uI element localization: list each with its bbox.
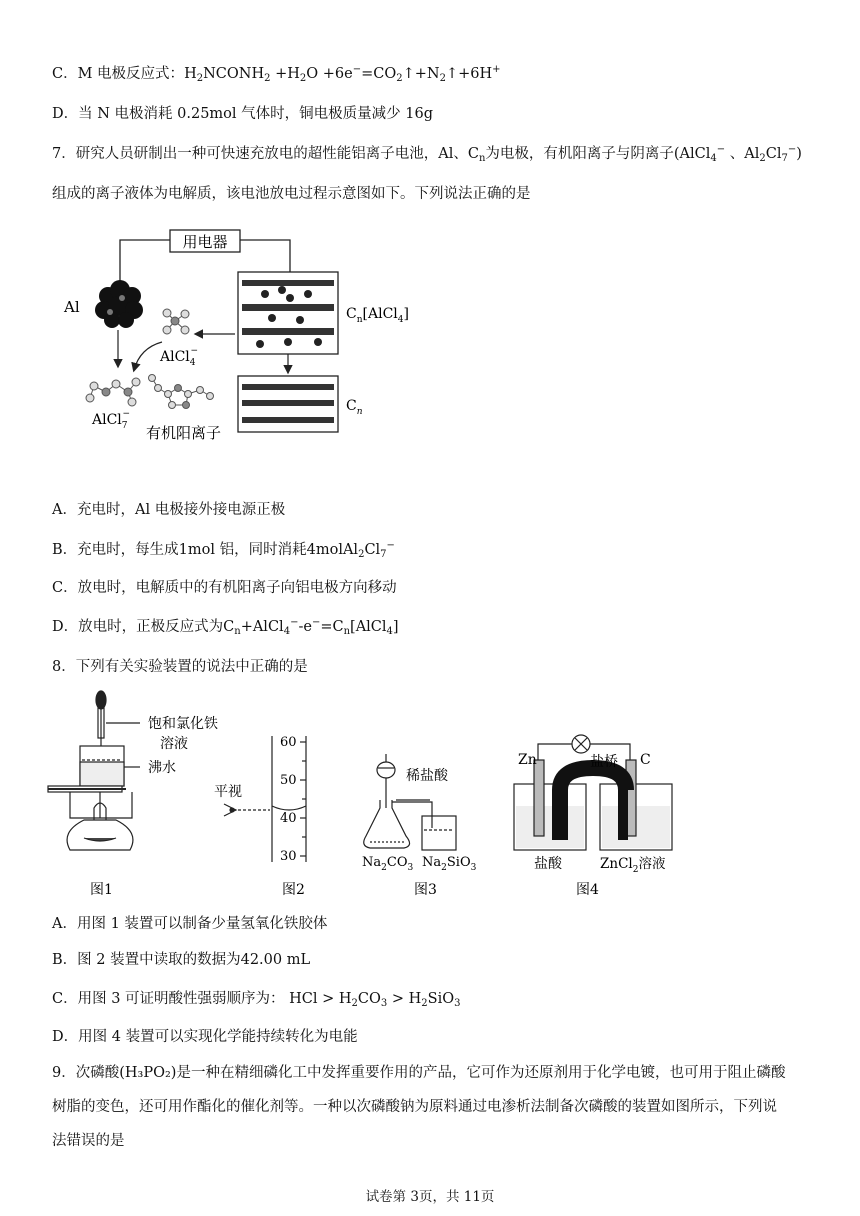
fig2-tick-30: 30 [280,849,297,864]
cn-alcl4-label: $C_n[AlCl_4]$ [346,306,409,325]
q9-stem-line3: 法错误的是 [52,1133,125,1149]
fig4-c-label: C [640,752,651,768]
fig3-na2sio3: $Na_2SiO_3$ [422,855,477,873]
fig1-apparatus [48,691,140,850]
fig2-eye-label: 平视 [214,784,242,800]
fig3-acid-label: 稀盐酸 [406,768,448,784]
fig2-tick-40: 40 [280,811,297,826]
cn-label: $C_n$ [346,398,363,417]
fig4-bridge-label: 盐桥 [590,754,618,770]
fig4-zn-label: Zn [518,752,537,768]
q8-apparatus-figures [40,688,680,900]
q8-option-c: C．用图 3 可证明酸性强弱顺序为： HCl > $H_2CO_3 > H_2SiO_3$ [52,991,461,1009]
fig4-caption: 图4 [576,882,599,898]
q7-option-d: D．放电时，正极反应式为$C_n+AlCl_4^--e^-=C_n[AlCl_4]$ [52,617,399,637]
q6-option-d: D．当 N 电极消耗 0.25mol 气体时，铜电极质量减少 16g [52,106,433,122]
fig1-label-solution-2: 溶液 [160,736,188,752]
q9-stem-line2: 树脂的变色，还可用作酯化的催化剂等。一种以次磷酸钠为原料通过电渗析法制备次磷酸的装置如图所示，下列说 [52,1099,777,1115]
alcl4-ion [163,309,189,334]
alcl4-label: AlCl$_4$− [160,346,199,368]
q6-option-c: C．M 电极反应式：$H_2NCONH_2 +H_2O$ $+6e^-=CO_2↑+N_2↑+6H^+$ [52,64,501,84]
q8-option-a: A．用图 1 装置可以制备少量氢氧化铁胶体 [52,916,328,932]
q7-stem-line1: 7．研究人员研制出一种可快速充放电的超性能铝离子电池，Al、$C_n$为电极，有机阳离子与阴离子(AlCl$_4$− 、$Al_2Cl_7^-$) [52,144,802,164]
fig1-caption: 图1 [90,882,113,898]
fig2-tick-50: 50 [280,773,297,788]
q7-option-a: A．充电时，Al 电极接外接电源正极 [52,502,286,518]
organic-cation [149,375,214,409]
fig4-right-label: ZnCl$_2$溶液 [600,856,666,875]
fig2-caption: 图2 [282,882,305,898]
graphite-layers [242,384,334,423]
page-footer: 试卷第 3页，共 11页 [365,1189,495,1205]
fig1-label-solution: 饱和氯化铁 [148,716,218,732]
al-electrode [95,280,143,328]
fig4-left-label: 盐酸 [534,856,562,872]
q8-option-d: D．用图 4 装置可以实现化学能持续转化为电能 [52,1029,358,1045]
salt-bridge-right-leg [618,788,628,840]
fig3-na2co3: $Na_2CO_3$ [362,855,414,873]
q7-battery-diagram [60,224,440,454]
al2cl7-label: AlCl$_7$− [92,409,131,431]
device-label: 用电器 [182,233,228,251]
q7-option-b: B．充电时，每生成1mol 铝，同时消耗$4molAl_2Cl_7^-$ [52,540,395,560]
cation-label: 有机阳离子 [146,424,222,442]
q8-option-b: B．图 2 装置中读取的数据为42.00 mL [52,952,311,968]
al-label: Al [64,298,80,316]
al2cl7-ion [86,378,140,406]
fig2-tick-60: 60 [280,735,297,750]
fig1-label-water: 沸水 [148,760,176,776]
q7-option-c: C．放电时，电解质中的有机阳离子向铝电极方向移动 [52,580,397,596]
q9-stem-line1: 9．次磷酸(H₃PO₂)是一种在精细磷化工中发挥重要作用的产品，它可作为还原剂用于化学电镀，也可用于阻止磷酸 [52,1065,786,1081]
q7-stem-line2: 组成的离子液体为电解质，该电池放电过程示意图如下。下列说法正确的是 [52,186,531,202]
fig3-caption: 图3 [414,882,437,898]
q8-stem: 8．下列有关实验装置的说法中正确的是 [52,659,308,675]
